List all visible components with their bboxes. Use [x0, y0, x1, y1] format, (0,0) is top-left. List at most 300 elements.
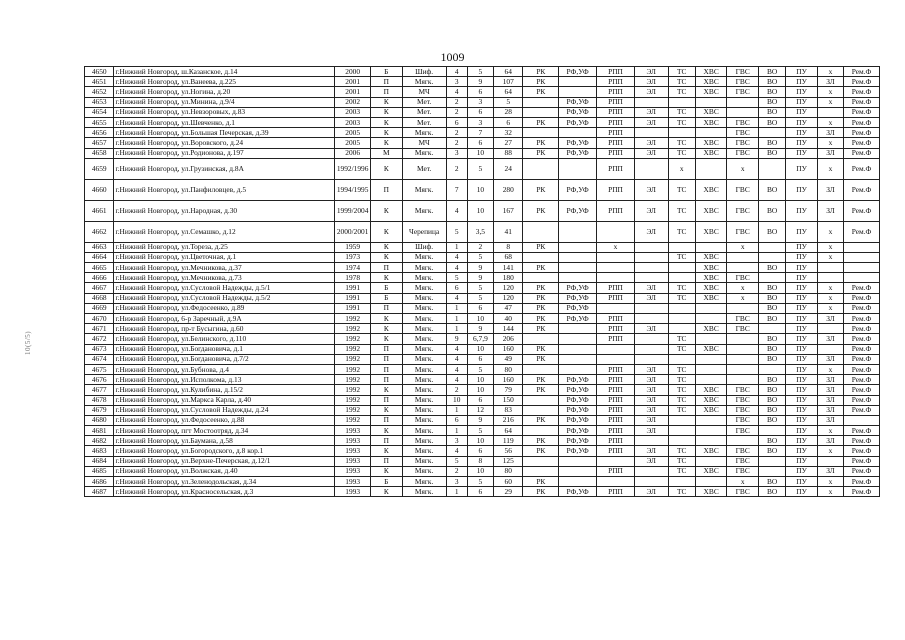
cell-col-rpp: РПП — [597, 148, 635, 158]
cell-year-built: 1992 — [335, 395, 371, 405]
cell-col-hvs: ХВС — [695, 466, 727, 476]
table-row — [85, 446, 880, 456]
cell-year-built: 1992 — [335, 354, 371, 364]
cell-year-built: 1993 — [335, 466, 371, 476]
cell-col-gvs: ГВС — [727, 385, 759, 395]
cell-col-el — [634, 466, 668, 476]
cell-roof-type: Мягк. — [402, 354, 446, 364]
cell-col-hvs — [695, 477, 727, 487]
cell-col-el: ЭЛ — [634, 117, 668, 127]
cell-row-number: 4674 — [85, 354, 114, 364]
cell-wall-material: П — [371, 77, 403, 87]
cell-floors: 10 — [467, 344, 493, 354]
cell-wall-material: Б — [371, 283, 403, 293]
cell-col-vo: ВО — [758, 415, 785, 425]
cell-col-rk: РК — [523, 344, 559, 354]
cell-col-vo: ВО — [758, 87, 785, 97]
cell-wall-material: К — [371, 107, 403, 117]
cell-col-vo — [758, 426, 785, 436]
cell-roof-type: Мягк. — [402, 128, 446, 138]
cell-col-gvs: ГВС — [727, 487, 759, 497]
cell-row-number: 4660 — [85, 179, 114, 200]
cell-col-remf: Рем.Ф — [844, 158, 880, 179]
cell-col-vo: ВО — [758, 375, 785, 385]
cell-year-built: 1993 — [335, 436, 371, 446]
cell-col-gvs: ГВС — [727, 405, 759, 415]
cell-address: г.Нижний Новгород, ул.Зеленодольская, д.34 — [114, 477, 335, 487]
cell-entrances: 4 — [446, 446, 467, 456]
cell-col-hvs — [695, 436, 727, 446]
cell-col-rpp: РПП — [597, 385, 635, 395]
cell-col-vo: ВО — [758, 334, 785, 344]
cell-col-zl — [817, 273, 843, 283]
cell-col-gvs: ГВС — [727, 426, 759, 436]
cell-wall-material: П — [371, 375, 403, 385]
cell-col-ts — [668, 477, 695, 487]
cell-col-el: ЭЛ — [634, 385, 668, 395]
cell-year-built: 1992 — [335, 324, 371, 334]
cell-col-zl — [817, 107, 843, 117]
cell-apartments: 41 — [494, 221, 523, 242]
table-row — [85, 334, 880, 344]
cell-col-hvs — [695, 426, 727, 436]
cell-col-rk: РК — [523, 200, 559, 221]
cell-col-remf — [844, 273, 880, 283]
cell-col-rk: РК — [523, 324, 559, 334]
cell-row-number: 4672 — [85, 334, 114, 344]
cell-col-el: ЭЛ — [634, 283, 668, 293]
cell-address: г.Нижний Новгород, ул.Бубнова, д.4 — [114, 364, 335, 374]
cell-col-rk: РК — [523, 148, 559, 158]
cell-col-rpp: х — [597, 242, 635, 252]
cell-col-el — [634, 242, 668, 252]
cell-col-rf-uf: РФ,УФ — [559, 179, 597, 200]
cell-apartments: 80 — [494, 466, 523, 476]
cell-col-el: ЭЛ — [634, 415, 668, 425]
cell-entrances: 4 — [446, 364, 467, 374]
cell-col-zl: х — [817, 283, 843, 293]
cell-col-el — [634, 436, 668, 446]
cell-col-el: ЭЛ — [634, 148, 668, 158]
table-row — [85, 67, 880, 77]
table-row — [85, 138, 880, 148]
cell-entrances: 6 — [446, 283, 467, 293]
cell-address: г.Нижний Новгород, ул.Кулибина, д.15/2 — [114, 385, 335, 395]
cell-col-el — [634, 128, 668, 138]
page-number: 1009 — [440, 50, 465, 64]
cell-floors: 7 — [467, 128, 493, 138]
cell-entrances: 1 — [446, 242, 467, 252]
cell-col-hvs: ХВС — [695, 67, 727, 77]
cell-floors: 10 — [467, 200, 493, 221]
cell-address: г.Нижний Новгород, ул.Сусловой Надежды, д.24 — [114, 405, 335, 415]
cell-col-rk — [523, 221, 559, 242]
cell-col-remf: Рем.Ф — [844, 487, 880, 497]
cell-address: г.Нижний Новгород, ул.Исполкома, д.13 — [114, 375, 335, 385]
cell-address: г.Нижний Новгород, ул.Федосеенко, д.89 — [114, 303, 335, 313]
cell-col-rk: РК — [523, 487, 559, 497]
cell-col-rk: РК — [523, 314, 559, 324]
cell-col-rpp: РПП — [597, 446, 635, 456]
cell-entrances: 2 — [446, 466, 467, 476]
cell-address: г.Нижний Новгород, ул.Богородского, д.8 кор.1 — [114, 446, 335, 456]
cell-col-rk: РК — [523, 293, 559, 303]
cell-address: г.Нижний Новгород, ул.Ногина, д.20 — [114, 87, 335, 97]
cell-year-built: 1993 — [335, 446, 371, 456]
cell-col-zl: ЗЛ — [817, 200, 843, 221]
cell-col-el — [634, 334, 668, 344]
cell-col-remf: Рем.Ф — [844, 334, 880, 344]
cell-col-remf: Рем.Ф — [844, 314, 880, 324]
cell-col-gvs: ГВС — [727, 148, 759, 158]
cell-col-rf-uf — [559, 77, 597, 87]
cell-year-built: 1992 — [335, 375, 371, 385]
cell-col-pu: ПУ — [786, 107, 818, 117]
cell-col-ts — [668, 242, 695, 252]
cell-col-hvs: ХВС — [695, 283, 727, 293]
cell-col-rf-uf: РФ,УФ — [559, 375, 597, 385]
cell-floors: 5 — [467, 293, 493, 303]
cell-col-pu: ПУ — [786, 324, 818, 334]
cell-apartments: 27 — [494, 138, 523, 148]
cell-col-el: ЭЛ — [634, 324, 668, 334]
cell-wall-material: К — [371, 385, 403, 395]
cell-address: г.Нижний Новгород, ул.Шевченко, д.1 — [114, 117, 335, 127]
cell-col-vo: ВО — [758, 117, 785, 127]
cell-col-hvs: ХВС — [695, 87, 727, 97]
cell-col-pu: ПУ — [786, 415, 818, 425]
cell-col-pu: ПУ — [786, 395, 818, 405]
cell-col-el: ЭЛ — [634, 446, 668, 456]
cell-entrances: 3 — [446, 477, 467, 487]
cell-col-pu: ПУ — [786, 179, 818, 200]
cell-col-pu: ПУ — [786, 487, 818, 497]
cell-floors: 10 — [467, 466, 493, 476]
cell-col-ts: ТС — [668, 487, 695, 497]
cell-col-remf: Рем.Ф — [844, 436, 880, 446]
cell-col-gvs — [727, 344, 759, 354]
cell-wall-material: К — [371, 200, 403, 221]
cell-row-number: 4679 — [85, 405, 114, 415]
cell-col-hvs — [695, 334, 727, 344]
cell-col-el — [634, 97, 668, 107]
cell-apartments: 32 — [494, 128, 523, 138]
cell-col-zl: х — [817, 117, 843, 127]
cell-col-vo: ВО — [758, 77, 785, 87]
cell-col-el: ЭЛ — [634, 221, 668, 242]
cell-wall-material: К — [371, 242, 403, 252]
cell-apartments: 160 — [494, 344, 523, 354]
cell-row-number: 4678 — [85, 395, 114, 405]
cell-col-pu: ПУ — [786, 283, 818, 293]
cell-col-vo — [758, 128, 785, 138]
cell-col-ts — [668, 436, 695, 446]
cell-apartments: 216 — [494, 415, 523, 425]
cell-apartments: 5 — [494, 97, 523, 107]
table-row — [85, 324, 880, 334]
cell-col-remf: Рем.Ф — [844, 221, 880, 242]
cell-col-ts: ТС — [668, 221, 695, 242]
cell-col-rf-uf: РФ,УФ — [559, 446, 597, 456]
cell-col-el: ЭЛ — [634, 293, 668, 303]
cell-row-number: 4682 — [85, 436, 114, 446]
cell-col-gvs — [727, 252, 759, 262]
cell-row-number: 4659 — [85, 158, 114, 179]
cell-roof-type: Мягк. — [402, 477, 446, 487]
cell-col-pu: ПУ — [786, 334, 818, 344]
cell-col-hvs — [695, 128, 727, 138]
cell-floors: 5 — [467, 283, 493, 293]
cell-col-rf-uf — [559, 273, 597, 283]
cell-col-remf — [844, 415, 880, 425]
cell-col-zl: х — [817, 67, 843, 77]
cell-col-gvs: ГВС — [727, 221, 759, 242]
cell-col-rf-uf: РФ,УФ — [559, 97, 597, 107]
cell-col-rk — [523, 334, 559, 344]
cell-year-built: 2000/2001 — [335, 221, 371, 242]
cell-row-number: 4683 — [85, 446, 114, 456]
cell-row-number: 4663 — [85, 242, 114, 252]
cell-col-rf-uf: РФ,УФ — [559, 107, 597, 117]
cell-col-pu: ПУ — [786, 97, 818, 107]
cell-apartments: 49 — [494, 354, 523, 364]
cell-address: г.Нижний Новгород, ул.Народная, д.30 — [114, 200, 335, 221]
cell-wall-material: К — [371, 314, 403, 324]
cell-address: г.Нижний Новгород, ул.Богдановича, д.1 — [114, 344, 335, 354]
cell-floors: 3 — [467, 117, 493, 127]
cell-year-built: 2000 — [335, 67, 371, 77]
cell-wall-material: К — [371, 138, 403, 148]
cell-col-vo — [758, 364, 785, 374]
cell-col-pu: ПУ — [786, 148, 818, 158]
cell-roof-type: Шиф. — [402, 242, 446, 252]
cell-col-el: ЭЛ — [634, 405, 668, 415]
cell-col-rk — [523, 364, 559, 374]
cell-col-remf: Рем.Ф — [844, 364, 880, 374]
table-row — [85, 87, 880, 97]
cell-apartments: 47 — [494, 303, 523, 313]
cell-col-vo: ВО — [758, 97, 785, 107]
cell-roof-type: МЧ — [402, 87, 446, 97]
cell-col-remf: Рем.Ф — [844, 179, 880, 200]
cell-col-rf-uf: РФ,УФ — [559, 117, 597, 127]
cell-col-rk: РК — [523, 477, 559, 487]
cell-col-gvs — [727, 375, 759, 385]
cell-apartments: 8 — [494, 242, 523, 252]
cell-col-vo: ВО — [758, 344, 785, 354]
cell-floors: 10 — [467, 436, 493, 446]
cell-address: г.Нижний Новгород, ул.Верхне-Печерская, д.12/1 — [114, 456, 335, 466]
cell-col-rpp: РПП — [597, 415, 635, 425]
cell-roof-type: Мягк. — [402, 273, 446, 283]
cell-floors: 9 — [467, 77, 493, 87]
cell-col-rf-uf — [559, 87, 597, 97]
cell-apartments: 68 — [494, 252, 523, 262]
cell-year-built: 1974 — [335, 263, 371, 273]
cell-col-gvs: ГВС — [727, 117, 759, 127]
cell-floors: 6 — [467, 303, 493, 313]
cell-col-hvs — [695, 303, 727, 313]
cell-col-pu: ПУ — [786, 354, 818, 364]
table-row — [85, 200, 880, 221]
cell-row-number: 4685 — [85, 466, 114, 476]
cell-col-hvs — [695, 375, 727, 385]
cell-floors: 2 — [467, 242, 493, 252]
cell-col-rf-uf — [559, 221, 597, 242]
cell-address: г.Нижний Новгород, ул.Большая Печерская, д.39 — [114, 128, 335, 138]
cell-col-rf-uf: РФ,УФ — [559, 405, 597, 415]
cell-entrances: 5 — [446, 273, 467, 283]
cell-col-zl: ЗЛ — [817, 415, 843, 425]
cell-floors: 6 — [467, 107, 493, 117]
cell-col-el: ЭЛ — [634, 138, 668, 148]
cell-col-gvs: х — [727, 293, 759, 303]
cell-row-number: 4686 — [85, 477, 114, 487]
cell-col-rpp: РПП — [597, 395, 635, 405]
cell-col-hvs: ХВС — [695, 77, 727, 87]
cell-col-hvs: ХВС — [695, 117, 727, 127]
cell-col-rpp — [597, 252, 635, 262]
cell-col-remf: Рем.Ф — [844, 128, 880, 138]
cell-apartments: 83 — [494, 405, 523, 415]
cell-col-vo: ВО — [758, 179, 785, 200]
cell-wall-material: П — [371, 415, 403, 425]
cell-col-el — [634, 303, 668, 313]
cell-col-zl: ЗЛ — [817, 128, 843, 138]
cell-entrances: 7 — [446, 179, 467, 200]
cell-col-vo — [758, 158, 785, 179]
cell-wall-material: К — [371, 446, 403, 456]
cell-col-rf-uf — [559, 242, 597, 252]
cell-apartments: 6 — [494, 117, 523, 127]
cell-col-zl: ЗЛ — [817, 436, 843, 446]
cell-roof-type: МЧ — [402, 138, 446, 148]
cell-col-gvs — [727, 364, 759, 374]
cell-col-hvs: ХВС — [695, 293, 727, 303]
cell-entrances: 3 — [446, 77, 467, 87]
cell-roof-type: Мет. — [402, 107, 446, 117]
cell-col-pu: ПУ — [786, 242, 818, 252]
cell-col-zl — [817, 324, 843, 334]
cell-col-zl: х — [817, 242, 843, 252]
cell-col-remf: Рем.Ф — [844, 354, 880, 364]
cell-col-remf: Рем.Ф — [844, 97, 880, 107]
cell-entrances: 4 — [446, 293, 467, 303]
cell-apartments: 64 — [494, 426, 523, 436]
cell-col-rpp: РПП — [597, 138, 635, 148]
cell-row-number: 4687 — [85, 487, 114, 497]
cell-col-rk: РК — [523, 415, 559, 425]
table-row — [85, 221, 880, 242]
cell-roof-type: Мет. — [402, 158, 446, 179]
cell-col-vo: ВО — [758, 67, 785, 77]
cell-col-rk: РК — [523, 138, 559, 148]
cell-wall-material: К — [371, 466, 403, 476]
cell-col-rk: РК — [523, 354, 559, 364]
cell-col-rk — [523, 273, 559, 283]
cell-address: г.Нижний Новгород, ул.Маркса Карла, д.40 — [114, 395, 335, 405]
cell-col-ts — [668, 273, 695, 283]
cell-row-number: 4671 — [85, 324, 114, 334]
cell-col-rpp: РПП — [597, 87, 635, 97]
table-row — [85, 97, 880, 107]
cell-col-ts: ТС — [668, 179, 695, 200]
cell-apartments: 29 — [494, 487, 523, 497]
cell-entrances: 10 — [446, 395, 467, 405]
cell-col-ts: ТС — [668, 67, 695, 77]
cell-floors: 5 — [467, 426, 493, 436]
cell-floors: 10 — [467, 385, 493, 395]
cell-apartments: 280 — [494, 179, 523, 200]
cell-col-rf-uf: РФ,УФ — [559, 426, 597, 436]
cell-col-remf: Рем.Ф — [844, 303, 880, 313]
cell-entrances: 2 — [446, 128, 467, 138]
cell-col-rpp: РПП — [597, 334, 635, 344]
cell-col-ts: ТС — [668, 466, 695, 476]
cell-col-rk: РК — [523, 436, 559, 446]
cell-col-pu: ПУ — [786, 273, 818, 283]
cell-col-pu: ПУ — [786, 303, 818, 313]
cell-col-el: ЭЛ — [634, 395, 668, 405]
cell-roof-type: Мет. — [402, 117, 446, 127]
cell-col-pu: ПУ — [786, 436, 818, 446]
cell-col-zl: ЗЛ — [817, 179, 843, 200]
cell-col-ts — [668, 128, 695, 138]
cell-wall-material: П — [371, 354, 403, 364]
cell-year-built: 1992 — [335, 364, 371, 374]
cell-col-gvs: х — [727, 158, 759, 179]
cell-col-pu: ПУ — [786, 252, 818, 262]
cell-col-zl: ЗЛ — [817, 395, 843, 405]
cell-apartments: 56 — [494, 446, 523, 456]
cell-apartments: 125 — [494, 456, 523, 466]
cell-row-number: 4681 — [85, 426, 114, 436]
cell-roof-type: Мягк. — [402, 364, 446, 374]
cell-address: г.Нижний Новгород, ул.Грузинская, д.8А — [114, 158, 335, 179]
cell-roof-type: Мягк. — [402, 436, 446, 446]
cell-roof-type: Мягк. — [402, 426, 446, 436]
cell-roof-type: Мягк. — [402, 314, 446, 324]
cell-col-gvs — [727, 263, 759, 273]
cell-entrances: 3 — [446, 436, 467, 446]
cell-col-rk: РК — [523, 283, 559, 293]
cell-col-gvs: ГВС — [727, 77, 759, 87]
cell-col-rpp: РПП — [597, 128, 635, 138]
cell-address: г.Нижний Новгород, ул.Цветочная, д.1 — [114, 252, 335, 262]
cell-col-pu: ПУ — [786, 263, 818, 273]
table-row — [85, 179, 880, 200]
cell-col-rpp — [597, 303, 635, 313]
cell-col-zl: х — [817, 97, 843, 107]
cell-col-zl: х — [817, 138, 843, 148]
cell-col-rk — [523, 466, 559, 476]
cell-roof-type: Шиф. — [402, 67, 446, 77]
cell-col-rf-uf: РФ,УФ — [559, 293, 597, 303]
cell-wall-material: М — [371, 148, 403, 158]
cell-col-rk — [523, 107, 559, 117]
cell-wall-material: К — [371, 158, 403, 179]
cell-roof-type: Мягк. — [402, 375, 446, 385]
cell-address: г.Нижний Новгород, ул.Ванеева, д.225 — [114, 77, 335, 87]
cell-roof-type: Черепица — [402, 221, 446, 242]
cell-floors: 5 — [467, 252, 493, 262]
cell-col-vo — [758, 466, 785, 476]
cell-address: г.Нижний Новгород, ул.Панфиловцев, д.5 — [114, 179, 335, 200]
cell-col-remf: Рем.Ф — [844, 466, 880, 476]
cell-apartments: 40 — [494, 314, 523, 324]
cell-col-hvs: ХВС — [695, 273, 727, 283]
cell-floors: 8 — [467, 456, 493, 466]
